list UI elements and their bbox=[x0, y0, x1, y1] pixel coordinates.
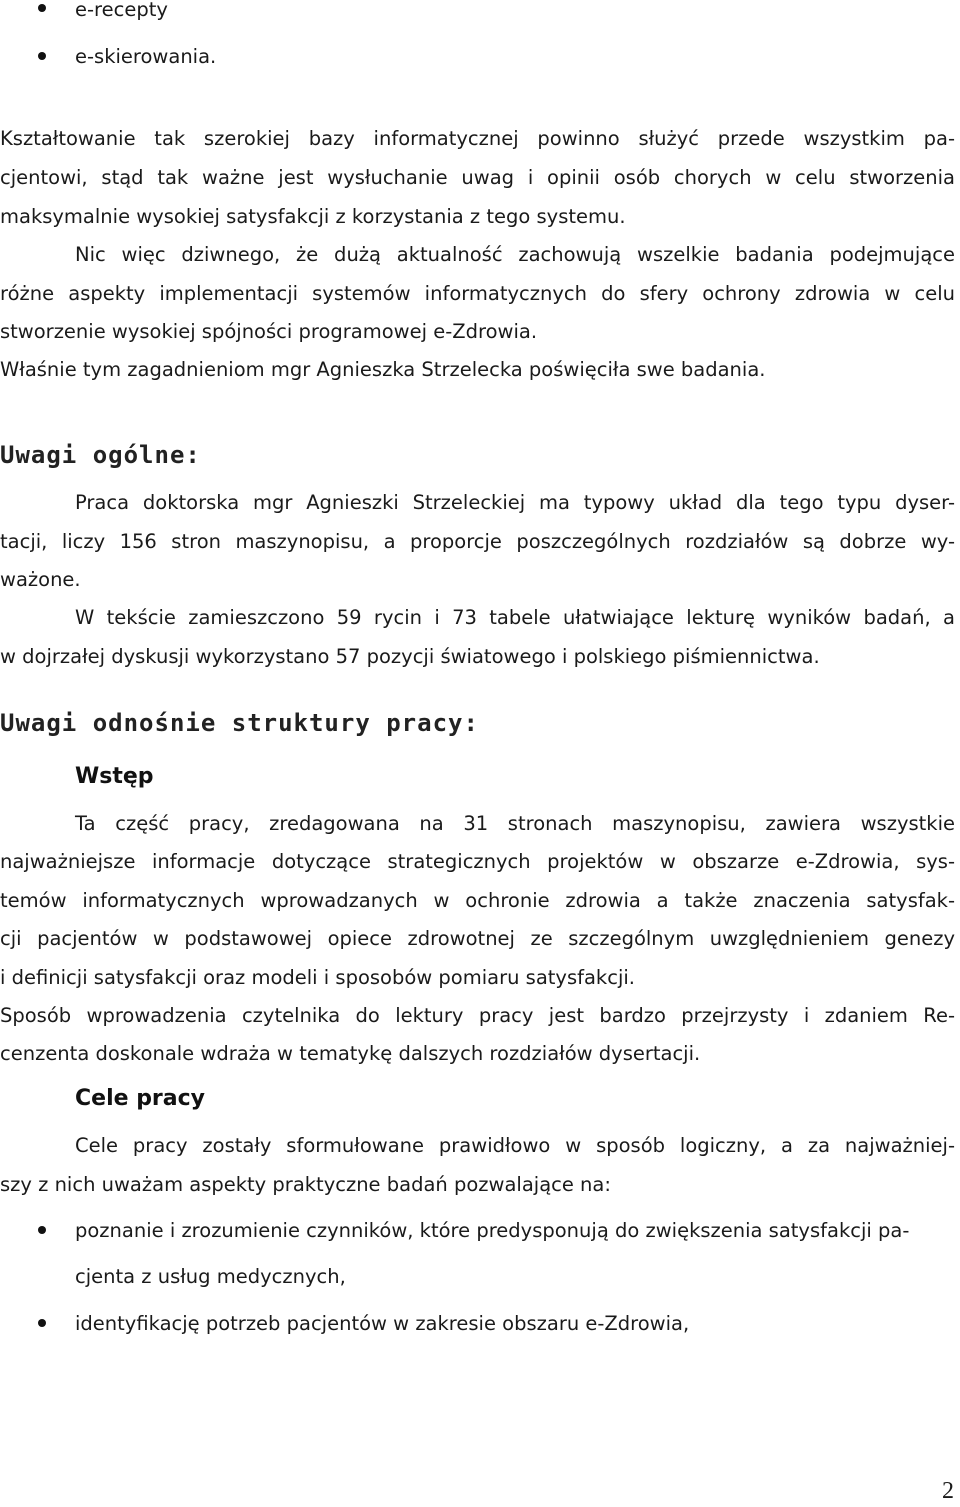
page-number: 2 bbox=[942, 1478, 954, 1504]
paragraph-line: Cele pracy zostały sformułowane prawidłowo w sposób logiczny, a za najważniej- bbox=[75, 1134, 955, 1157]
list-item: e-recepty bbox=[75, 0, 168, 21]
paragraph-line: Właśnie tym zagadnieniom mgr Agnieszka Strzelecka poświęciła swe badania. bbox=[0, 358, 766, 381]
paragraph-line: cjentowi, stąd tak ważne jest wysłuchanie uwag i opinii osób chorych w celu stworzenia bbox=[0, 166, 955, 189]
list-item: identyfikację potrzeb pacjentów w zakresie obszaru e-Zdrowia, bbox=[75, 1312, 690, 1335]
subsection-heading: Cele pracy bbox=[75, 1086, 206, 1111]
section-heading: Uwagi odnośnie struktury pracy: bbox=[0, 709, 479, 737]
paragraph-line: różne aspekty implementacji systemów informatycznych do sfery ochrony zdrowia w celu bbox=[0, 282, 955, 305]
paragraph-line: najważniejsze informacje dotyczące strategicznych projektów w obszarze e-Zdrowia, sys- bbox=[0, 850, 955, 873]
paragraph-line: cenzenta doskonale wdraża w tematykę dalszych rozdziałów dysertacji. bbox=[0, 1042, 701, 1065]
paragraph-line: cji pacjentów w podstawowej opiece zdrowotnej ze szczególnym uwzględnieniem genezy bbox=[0, 927, 955, 950]
subsection-heading: Wstęp bbox=[75, 764, 154, 789]
paragraph-line: i definicji satysfakcji oraz modeli i sposobów pomiaru satysfakcji. bbox=[0, 966, 635, 989]
section-heading: Uwagi ogólne: bbox=[0, 441, 201, 469]
paragraph-line: Nic więc dziwnego, że dużą aktualność zachowują wszelkie badania podejmujące bbox=[75, 243, 955, 266]
paragraph-line: maksymalnie wysokiej satysfakcji z korzystania z tego systemu. bbox=[0, 205, 626, 228]
paragraph-line: tacji, liczy 156 stron maszynopisu, a proporcje poszczególnych rozdziałów są dobrze wy- bbox=[0, 530, 955, 553]
list-item: e-skierowania. bbox=[75, 45, 217, 68]
paragraph-line: stworzenie wysokiej spójności programowej e-Zdrowia. bbox=[0, 320, 538, 343]
paragraph-line: Ta część pracy, zredagowana na 31 stronach maszynopisu, zawiera wszystkie bbox=[75, 812, 955, 835]
bullet-icon bbox=[38, 1319, 46, 1327]
bullet-icon bbox=[38, 1226, 46, 1234]
list-item: poznanie i zrozumienie czynników, które predysponują do zwiększenia satysfakcji pa- bbox=[75, 1219, 910, 1242]
paragraph-line: temów informatycznych wprowadzanych w ochronie zdrowia a także znaczenia satysfak- bbox=[0, 889, 955, 912]
paragraph-line: Kształtowanie tak szerokiej bazy informatycznej powinno służyć przede wszystkim pa- bbox=[0, 127, 955, 150]
paragraph-line: szy z nich uważam aspekty praktyczne badań pozwalające na: bbox=[0, 1173, 611, 1196]
list-item: cjenta z usług medycznych, bbox=[75, 1265, 346, 1288]
paragraph-line: Praca doktorska mgr Agnieszki Strzeleckiej ma typowy układ dla tego typu dyser- bbox=[75, 491, 955, 514]
bullet-icon bbox=[38, 52, 46, 60]
paragraph-line: W tekście zamieszczono 59 rycin i 73 tabele ułatwiające lekturę wyników badań, a bbox=[75, 606, 955, 629]
bullet-icon bbox=[38, 4, 46, 12]
paragraph-line: w dojrzałej dyskusji wykorzystano 57 pozycji światowego i polskiego piśmiennictwa. bbox=[0, 645, 820, 668]
paragraph-line: ważone. bbox=[0, 568, 81, 591]
paragraph-line: Sposób wprowadzenia czytelnika do lektury pracy jest bardzo przejrzysty i zdaniem Re- bbox=[0, 1004, 955, 1027]
